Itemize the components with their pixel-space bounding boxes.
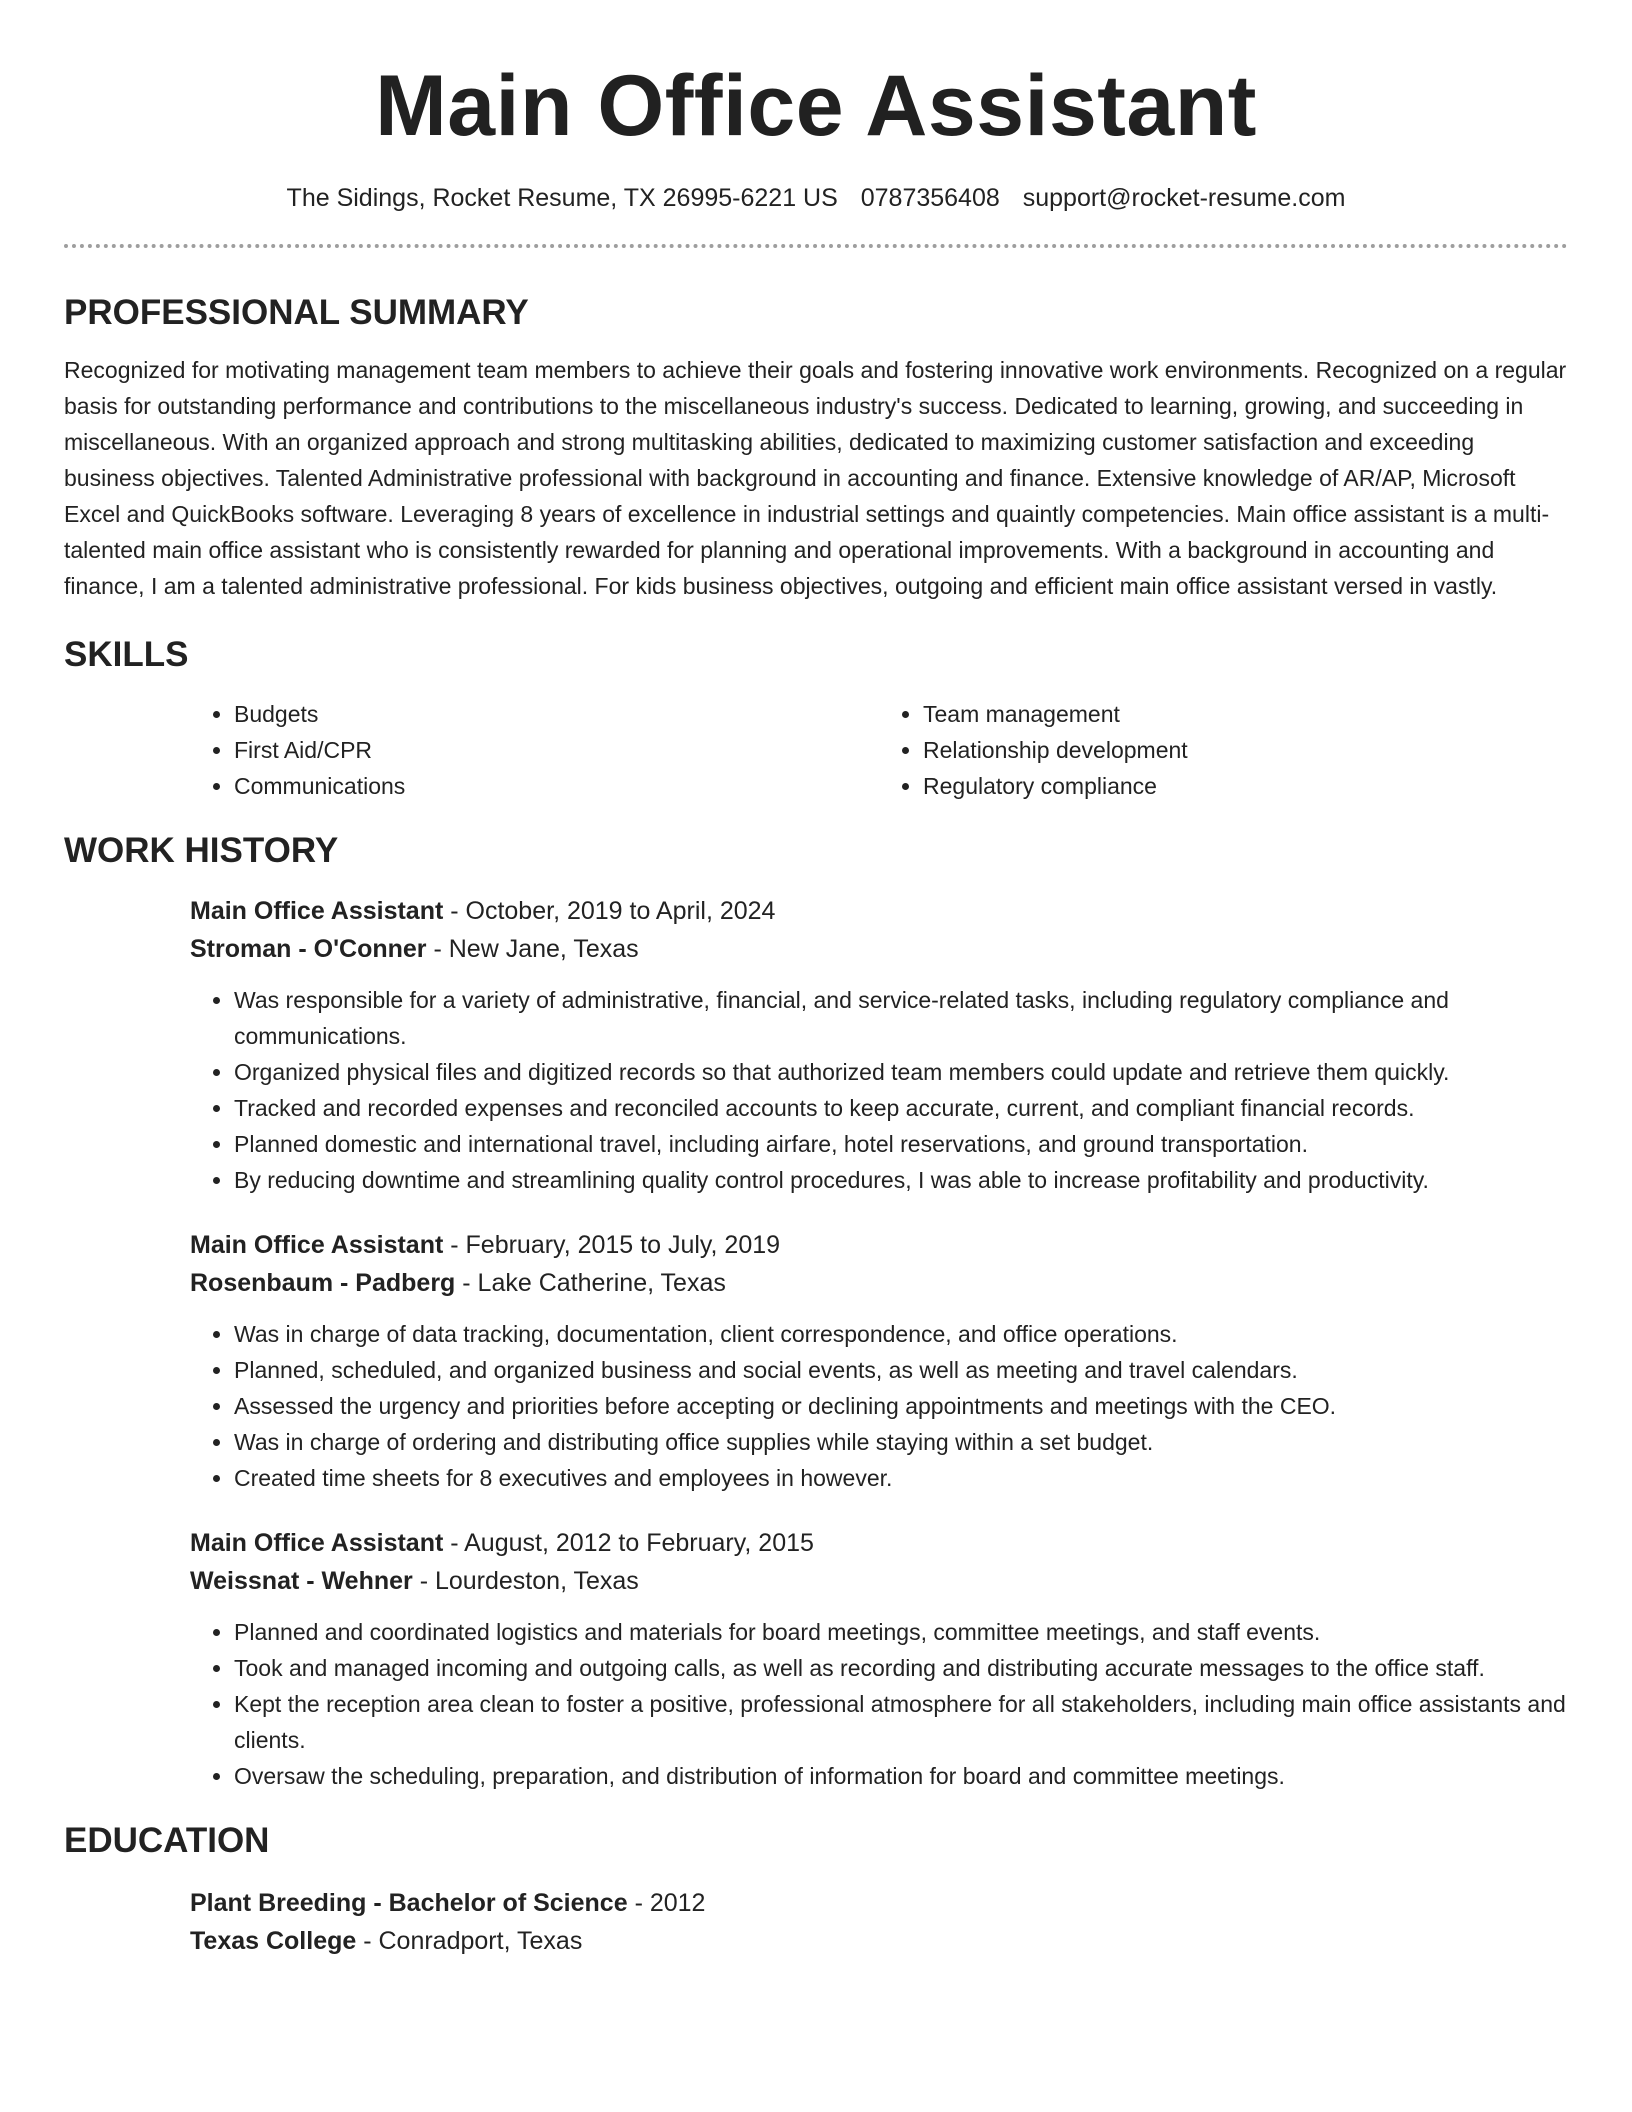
skill-item: • Team management (923, 696, 1568, 732)
job-duties (190, 1316, 1568, 1496)
summary-text: Recognized for motivating management team members to achieve their goals and fostering innovative work environments. Recognized on a regular basis for outstanding performance and contributions to the miscellaneous industry's success. Dedicated to learning, growing, and succeeding in miscellaneous. With an organized approach and strong multitasking abilities, dedicated to maximizing customer satisfaction and exceeding business objectives. Talented Administrative professional with background in accounting and finance. Extensive knowledge of AR/AP, Microsoft Excel and QuickBooks software. Leveraging 8 years of excellence in industrial settings and quaintly competencies. Main office assistant is a multi-talented main office assistant who is consistently rewarded for planning and operational improvements. With a background in accounting and finance, I am a talented administrative professional. For kids business objectives, outgoing and efficient main office assistant versed in vastly. (64, 357, 1567, 599)
duty-item: • Kept the reception area clean to foster a positive, professional atmosphere for all stakeholders, including main office assistants and clients. (234, 1686, 1568, 1758)
duty-item: • Took and managed incoming and outgoing calls, as well as recording and distributing accurate messages to the office staff. (234, 1650, 1568, 1686)
degree: Plant Breeding - Bachelor of Science (190, 1889, 628, 1917)
candidate-name: Main Office Assistant (375, 58, 1257, 154)
job-title-line (190, 892, 1568, 930)
job-company-line (190, 1264, 1568, 1302)
job-title-line (190, 1524, 1568, 1562)
duty-item: • Planned domestic and international travel, including airfare, hotel reservations, and ground transportation. (234, 1126, 1568, 1162)
job-title: Main Office Assistant (190, 897, 444, 925)
school-location: - Conradport, Texas (356, 1927, 583, 1955)
phone: 0787356408 (860, 184, 1000, 212)
company-name: Rosenbaum - Padberg (190, 1269, 456, 1297)
job-entry (190, 1524, 1568, 1794)
contact-line (64, 182, 1568, 214)
job-title: Main Office Assistant (190, 1231, 444, 1259)
skill-item: • First Aid/CPR (234, 732, 879, 768)
duty-item: • Assessed the urgency and priorities before accepting or declining appointments and meetings with the CEO. (234, 1388, 1568, 1424)
duty-item: • Tracked and recorded expenses and reconciled accounts to keep accurate, current, and compliant financial records. (234, 1090, 1568, 1126)
work-history-list (190, 892, 1568, 1794)
email: support@rocket-resume.com (1022, 184, 1346, 212)
duty-item: • Oversaw the scheduling, preparation, and distribution of information for board and committee meetings. (234, 1758, 1568, 1794)
job-duties (190, 1614, 1568, 1794)
school-name: Texas College (190, 1927, 357, 1955)
education-heading: EDUCATION (64, 1821, 270, 1860)
job-dates: - August, 2012 to February, 2015 (443, 1529, 814, 1557)
skills-list (190, 696, 1568, 804)
company-location: - Lourdeston, Texas (412, 1567, 639, 1595)
education-entry (190, 1884, 1568, 1960)
skill-item: • Regulatory compliance (923, 768, 1568, 804)
job-entry (190, 892, 1568, 1198)
work-history-heading: WORK HISTORY (64, 831, 339, 870)
school-line (190, 1922, 1568, 1960)
skill-item: • Communications (234, 768, 879, 804)
header-divider (64, 244, 1568, 248)
graduation-year: - 2012 (627, 1889, 706, 1917)
company-location: - Lake Catherine, Texas (455, 1269, 726, 1297)
company-name: Weissnat - Wehner (190, 1567, 413, 1595)
duty-item: • Organized physical files and digitized records so that authorized team members could update and retrieve them quickly. (234, 1054, 1568, 1090)
job-company-line (190, 930, 1568, 968)
company-location: - New Jane, Texas (426, 935, 639, 963)
skill-item: • Relationship development (923, 732, 1568, 768)
duty-item: • Created time sheets for 8 executives and employees in however. (234, 1460, 1568, 1496)
duty-item: • Was in charge of data tracking, documentation, client correspondence, and office operations. (234, 1316, 1568, 1352)
job-dates: - February, 2015 to July, 2019 (443, 1231, 781, 1259)
skill-item: • Budgets (234, 696, 879, 732)
company-name: Stroman - O'Conner (190, 935, 427, 963)
job-title-line (190, 1226, 1568, 1264)
duty-item: • Planned and coordinated logistics and materials for board meetings, committee meetings, and staff events. (234, 1614, 1568, 1650)
resume-page (64, 0, 1568, 1960)
duty-item: • Was in charge of ordering and distributing office supplies while staying within a set budget. (234, 1424, 1568, 1460)
job-title: Main Office Assistant (190, 1529, 444, 1557)
skills-heading: SKILLS (64, 635, 189, 674)
duty-item: • Was responsible for a variety of administrative, financial, and service-related tasks, including regulatory compliance and communications. (234, 982, 1568, 1054)
degree-line (190, 1884, 1568, 1922)
job-company-line (190, 1562, 1568, 1600)
job-entry (190, 1226, 1568, 1496)
job-duties (190, 982, 1568, 1198)
address: The Sidings, Rocket Resume, TX 26995-6221 US (286, 184, 838, 212)
duty-item: • Planned, scheduled, and organized business and social events, as well as meeting and travel calendars. (234, 1352, 1568, 1388)
skills-column-left (190, 696, 879, 804)
summary-heading: PROFESSIONAL SUMMARY (64, 293, 529, 332)
duty-item: • By reducing downtime and streamlining quality control procedures, I was able to increase profitability and productivity. (234, 1162, 1568, 1198)
job-dates: - October, 2019 to April, 2024 (443, 897, 776, 925)
skills-column-right (879, 696, 1568, 804)
